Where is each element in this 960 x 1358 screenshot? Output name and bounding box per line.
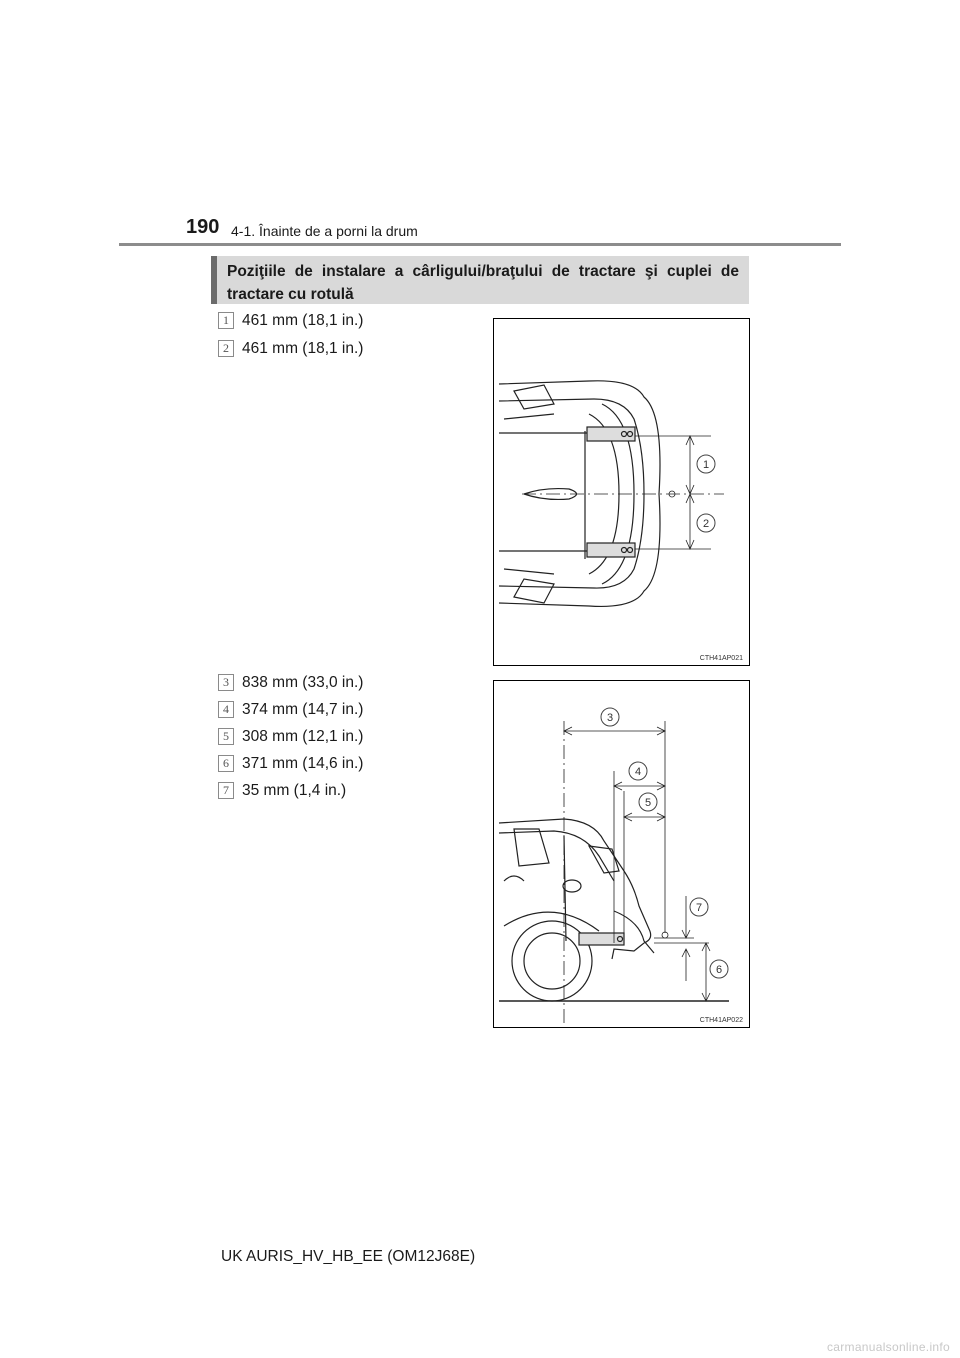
watermark: carmanualsonline.info (826, 1340, 950, 1354)
item-value: 461 mm (18,1 in.) (242, 312, 364, 329)
callout-2: 2 (702, 518, 710, 530)
figure-code: CTH41AP022 (699, 1017, 743, 1024)
item-value: 35 mm (1,4 in.) (242, 782, 347, 799)
car-side-view-drawing (494, 681, 751, 1029)
callout-6: 6 (715, 964, 723, 976)
header-divider (119, 243, 841, 246)
item-number-badge: 2 (218, 340, 234, 357)
item-value: 374 mm (14,7 in.) (242, 701, 364, 718)
item-number-badge: 3 (218, 674, 234, 691)
item-number-badge: 7 (218, 782, 234, 799)
figure-top-view (493, 318, 750, 666)
item-number-badge: 1 (218, 312, 234, 329)
section-title: 4-1. Înainte de a porni la drum (231, 223, 418, 239)
item-value: 838 mm (33,0 in.) (242, 674, 364, 691)
callout-5: 5 (644, 797, 652, 809)
manual-model-code: UK AURIS_HV_HB_EE (OM12J68E) (221, 1248, 476, 1265)
page-number: 190 (186, 216, 220, 238)
item-value: 308 mm (12,1 in.) (242, 728, 364, 745)
figure-side-view (493, 680, 750, 1028)
item-value: 461 mm (18,1 in.) (242, 340, 364, 357)
item-number-badge: 6 (218, 755, 234, 772)
callout-1: 1 (702, 459, 710, 471)
car-top-view-drawing (494, 319, 751, 667)
callout-3: 3 (606, 712, 614, 724)
item-number-badge: 5 (218, 728, 234, 745)
figure-code: CTH41AP021 (699, 655, 743, 662)
section-heading: Poziţiile de instalare a cârligului/braţului de tractare şi cuplei de tractare cu rotulă (211, 256, 749, 304)
item-number-badge: 4 (218, 701, 234, 718)
callout-4: 4 (634, 766, 642, 778)
item-value: 371 mm (14,6 in.) (242, 755, 364, 772)
callout-7: 7 (695, 902, 703, 914)
